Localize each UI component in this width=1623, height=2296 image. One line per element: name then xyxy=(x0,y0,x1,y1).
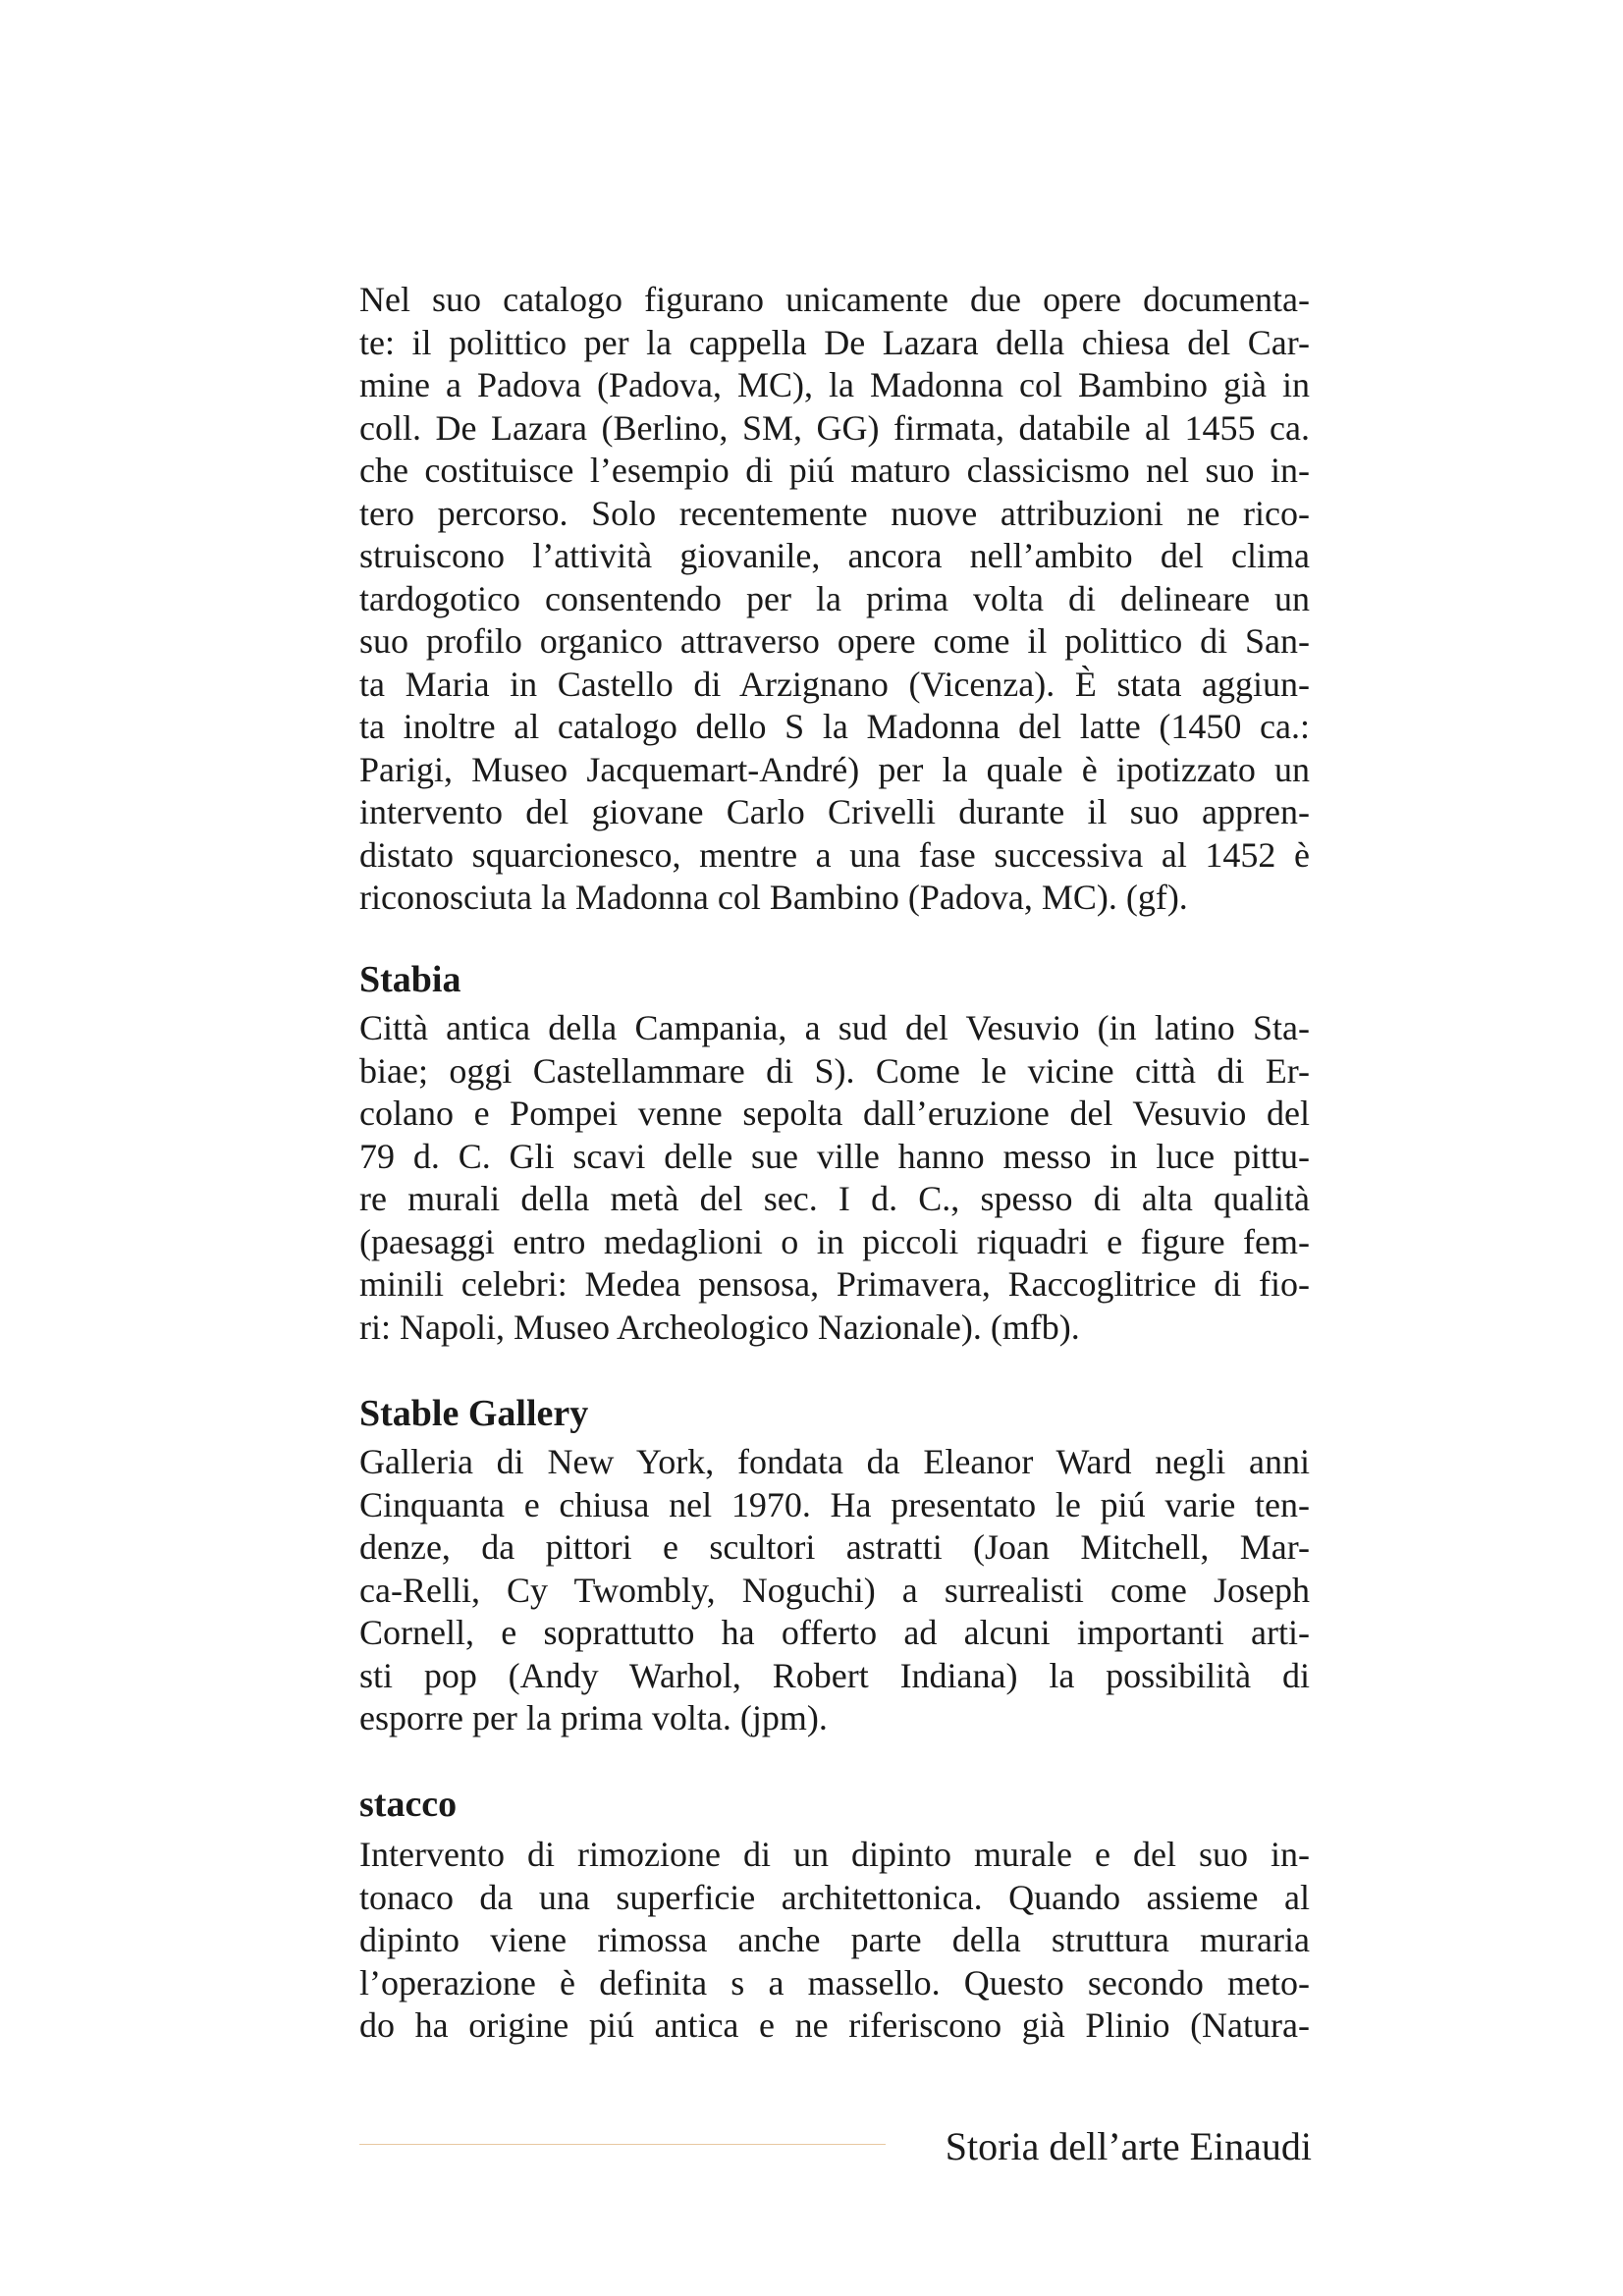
text-line: Cinquanta e chiusa nel 1970. Ha presentato le piú varie ten- xyxy=(359,1484,1310,1524)
text-line: suo profilo organico attraverso opere come il polittico di San- xyxy=(359,621,1310,661)
entry-title-stacco: stacco xyxy=(359,1784,458,1825)
text-line: l’operazione è definita s a massello. Questo secondo meto- xyxy=(359,1962,1310,2002)
text-line: do ha origine piú antica e ne riferiscono già Plinio (Natura- xyxy=(359,2005,1310,2045)
text-line: biae; oggi Castellammare di S). Come le vicine città di Er- xyxy=(359,1050,1310,1091)
text-line: Città antica della Campania, a sud del Vesuvio (in latino Sta- xyxy=(359,1008,1310,1047)
text-line: (paesaggi entro medaglioni o in piccoli riquadri e figure fem- xyxy=(359,1221,1310,1261)
stable-gallery-paragraph xyxy=(359,1441,1310,1740)
footer-rule xyxy=(359,2144,886,2145)
text-line: ca-Relli, Cy Twombly, Noguchi) a surrealisti come Joseph xyxy=(359,1570,1310,1610)
text-line: Parigi, Museo Jacquemart-André) per la quale è ipotizzato un xyxy=(359,749,1310,789)
stabia-paragraph xyxy=(359,1007,1310,1349)
text-line: distato squarcionesco, mentre a una fase successiva al 1452 è xyxy=(359,834,1310,875)
footer-publisher: Storia dell’arte Einaudi xyxy=(945,2124,1312,2168)
entry-title-stable-gallery: Stable Gallery xyxy=(359,1393,589,1434)
text-line: Intervento di rimozione di un dipinto murale e del suo in- xyxy=(359,1835,1310,1874)
text-line: ta inoltre al catalogo dello S la Madonna del latte (1450 ca.: xyxy=(359,707,1310,746)
intro-paragraph xyxy=(359,279,1310,920)
text-line: re murali della metà del sec. I d. C., spesso di alta qualità xyxy=(359,1179,1310,1218)
text-line: tardogotico consentendo per la prima volta di delineare un xyxy=(359,578,1310,618)
text-line: riconosciuta la Madonna col Bambino (Padova, MC). (gf). xyxy=(359,878,1188,917)
entry-title-stabia: Stabia xyxy=(359,959,461,1000)
text-line: tonaco da una superficie architettonica. Quando assieme al xyxy=(359,1877,1310,1917)
text-line: Cornell, e soprattutto ha offerto ad alcuni importanti arti- xyxy=(359,1613,1310,1652)
text-line: Galleria di New York, fondata da Eleanor Ward negli anni xyxy=(359,1442,1310,1481)
text-line: coll. De Lazara (Berlino, SM, GG) firmata, databile al 1455 ca. xyxy=(359,407,1310,448)
text-line: tero percorso. Solo recentemente nuove attribuzioni ne rico- xyxy=(359,493,1310,533)
text-line: ri: Napoli, Museo Archeologico Nazionale). (mfb). xyxy=(359,1307,1080,1347)
text-line: 79 d. C. Gli scavi delle sue ville hanno messo in luce pittu- xyxy=(359,1136,1310,1176)
text-line: dipinto viene rimossa anche parte della struttura muraria xyxy=(359,1920,1310,1959)
text-line: mine a Padova (Padova, MC), la Madonna col Bambino già in xyxy=(359,365,1310,404)
text-line: struiscono l’attività giovanile, ancora nell’ambito del clima xyxy=(359,536,1310,575)
text-line: esporre per la prima volta. (jpm). xyxy=(359,1698,828,1737)
text-line: intervento del giovane Carlo Crivelli durante il suo appren- xyxy=(359,792,1310,831)
text-line: denze, da pittori e scultori astratti (Joan Mitchell, Mar- xyxy=(359,1527,1310,1567)
text-line: colano e Pompei venne sepolta dall’eruzione del Vesuvio del xyxy=(359,1094,1310,1133)
text-line: Nel suo catalogo figurano unicamente due opere documenta- xyxy=(359,280,1310,319)
stacco-paragraph xyxy=(359,1834,1310,2048)
text-line: che costituisce l’esempio di piú maturo classicismo nel suo in- xyxy=(359,451,1310,490)
text-line: te: il polittico per la cappella De Lazara della chiesa del Car- xyxy=(359,322,1310,362)
text-line: ta Maria in Castello di Arzignano (Vicenza). È stata aggiun- xyxy=(359,664,1310,704)
text-line: minili celebri: Medea pensosa, Primavera, Raccoglitrice di fio- xyxy=(359,1264,1310,1304)
text-line: sti pop (Andy Warhol, Robert Indiana) la possibilità di xyxy=(359,1655,1310,1695)
